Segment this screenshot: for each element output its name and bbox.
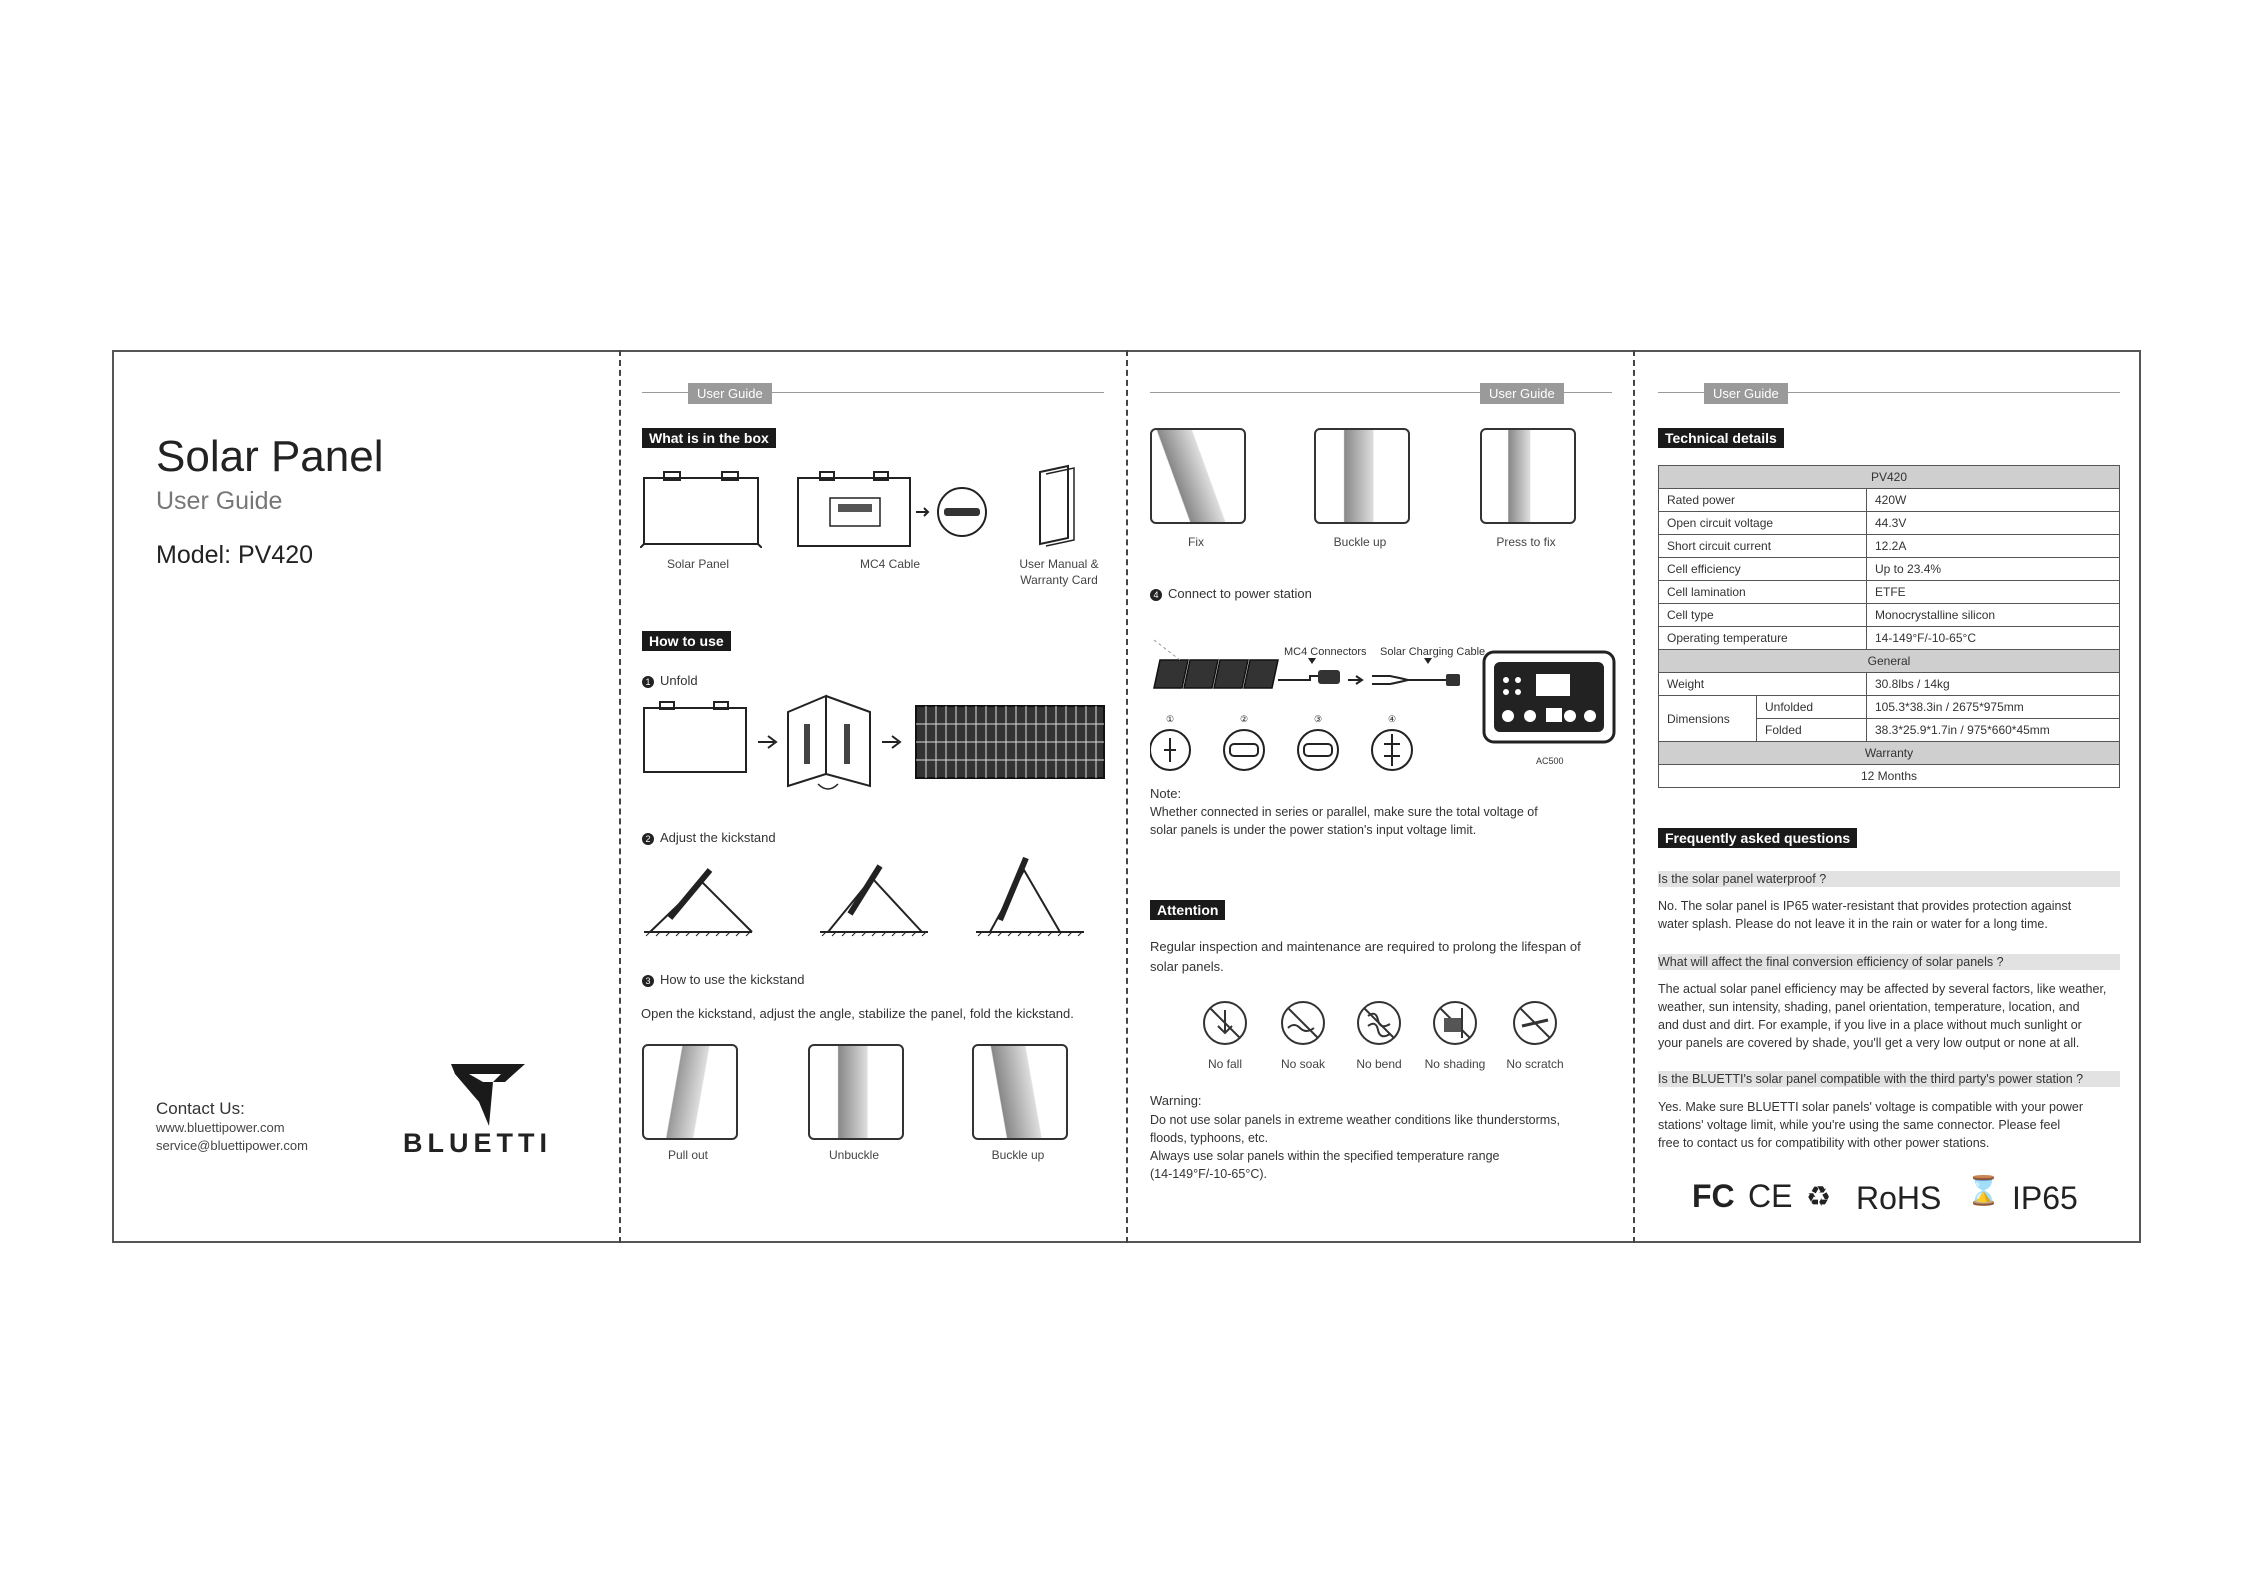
- table-row: Operating temperature 14-149°F/-10-65°C: [1659, 627, 2120, 650]
- svg-text:①: ①: [1165, 714, 1175, 724]
- cover-model: Model: PV420: [156, 541, 314, 569]
- pull-out-illustration: [642, 1044, 738, 1140]
- table-row: Dimensions Unfolded 105.3*38.3in / 2675*975mm: [1659, 696, 2120, 719]
- box-item-caption: MC4 Cable: [859, 557, 921, 571]
- faq-answer-line: stations' voltage limit, while you're using the same connector. Please feel: [1658, 1118, 2061, 1132]
- station-model-label: AC500: [1536, 756, 1564, 766]
- step-3-label: 3 How to use the kickstand: [642, 972, 805, 987]
- fold-line: [619, 350, 621, 1243]
- faq-answer-line: No. The solar panel is IP65 water-resistant that provides protection against: [1658, 899, 2072, 913]
- kickstand-angle-illustration: [640, 848, 1110, 938]
- rohs-mark: RoHS: [1856, 1180, 1942, 1216]
- fold-line: [1126, 350, 1128, 1243]
- warning-title: Warning:: [1150, 1093, 1202, 1108]
- fix-illustration: [1150, 428, 1246, 524]
- ce-mark: CE: [1748, 1178, 1793, 1214]
- cover-subtitle: User Guide: [156, 487, 283, 515]
- svg-text:②: ②: [1239, 714, 1249, 724]
- user-guide-badge: User Guide: [1480, 383, 1564, 404]
- no-shading-icon: [1432, 1000, 1478, 1046]
- note-title: Note:: [1150, 786, 1182, 801]
- weee-icon: ⌛: [1966, 1175, 2001, 1206]
- kickstand-caption: Buckle up: [991, 1148, 1045, 1162]
- section-how-to-use: How to use: [642, 631, 731, 651]
- no-fall-icon: [1202, 1000, 1248, 1046]
- box-item-caption: Solar Panel: [666, 557, 730, 571]
- spec-table: [1658, 465, 2120, 788]
- brand-wordmark: BLUETTI: [403, 1128, 552, 1158]
- prohibition-caption: No fall: [1207, 1057, 1242, 1071]
- step-1-label: 1 Unfold: [642, 673, 698, 688]
- svg-text:③: ③: [1313, 714, 1323, 724]
- table-row: 12 Months: [1659, 765, 2120, 788]
- prohibition-caption: No shading: [1424, 1057, 1486, 1071]
- fix-caption: Fix: [1188, 535, 1204, 549]
- charging-cable-label: Solar Charging Cable: [1380, 646, 1486, 658]
- unbuckle-illustration: [808, 1044, 904, 1140]
- attention-line: Regular inspection and maintenance are required to prolong the lifespan of: [1150, 939, 1581, 954]
- faq-answer-line: The actual solar panel efficiency may be affected by several factors, like weather,: [1658, 982, 2107, 996]
- box-item-caption: User Manual &: [1019, 557, 1099, 571]
- kickstand-caption: Unbuckle: [828, 1148, 880, 1162]
- kickstand-instruction: Open the kickstand, adjust the angle, stabilize the panel, fold the kickstand.: [641, 1006, 1074, 1021]
- faq-answer-line: and dust and dirt. For example, if you live in a place without much sunlight or: [1658, 1018, 2082, 1032]
- faq-question: Is the solar panel waterproof ?: [1658, 871, 2120, 887]
- faq-answer-line: weather, sun intensity, shading, panel orientation, temperature, location, and: [1658, 1000, 2080, 1014]
- section-box-contents: What is in the box: [642, 428, 776, 448]
- attention-line: solar panels.: [1150, 959, 1224, 974]
- spec-model-header: PV420: [1659, 466, 2120, 489]
- table-row: Cell lamination ETFE: [1659, 581, 2120, 604]
- buckle-up-illustration: [1314, 428, 1410, 524]
- table-row: Short circuit current 12.2A: [1659, 535, 2120, 558]
- cover-title: Solar Panel: [156, 432, 384, 481]
- prohibition-caption: No soak: [1280, 1057, 1326, 1071]
- buckle-up-illustration: [972, 1044, 1068, 1140]
- warning-line: Do not use solar panels in extreme weather conditions like thunderstorms,: [1150, 1113, 1560, 1127]
- no-bend-icon: [1356, 1000, 1402, 1046]
- manual-card-illustration: [1036, 464, 1080, 548]
- spec-warranty-header: Warranty: [1659, 742, 2120, 765]
- press-to-fix-illustration: [1480, 428, 1576, 524]
- box-item-caption: Warranty Card: [1020, 573, 1098, 587]
- prohibition-caption: No scratch: [1506, 1057, 1564, 1071]
- contact-email[interactable]: service@bluettipower.com: [156, 1138, 308, 1153]
- note-line: Whether connected in series or parallel, make sure the total voltage of: [1150, 805, 1538, 819]
- section-attention: Attention: [1150, 900, 1225, 920]
- warning-line: (14-149°F/-10-65°C).: [1150, 1167, 1267, 1181]
- table-row: Rated power 420W: [1659, 489, 2120, 512]
- no-soak-icon: [1280, 1000, 1326, 1046]
- unfold-illustration: [640, 694, 1110, 790]
- contact-title: Contact Us:: [156, 1099, 245, 1118]
- note-line: solar panels is under the power station's input voltage limit.: [1150, 823, 1477, 837]
- user-guide-badge: User Guide: [1704, 383, 1788, 404]
- section-technical-details: Technical details: [1658, 428, 1784, 448]
- step-4-label: 4 Connect to power station: [1150, 586, 1312, 601]
- fcc-mark: FC: [1692, 1178, 1735, 1214]
- faq-question: What will affect the final conversion efficiency of solar panels ?: [1658, 954, 2120, 970]
- bluetti-logo-icon: [449, 1062, 527, 1128]
- contact-website[interactable]: www.bluettipower.com: [156, 1120, 285, 1135]
- fix-caption: Press to fix: [1496, 535, 1556, 549]
- svg-text:④: ④: [1387, 714, 1397, 724]
- mc4-connectors-label: MC4 Connectors: [1284, 646, 1367, 658]
- prohibition-caption: No bend: [1356, 1057, 1402, 1071]
- table-row: Folded 38.3*25.9*1.7in / 975*660*45mm: [1659, 719, 2120, 742]
- warning-line: floods, typhoons, etc.: [1150, 1131, 1269, 1145]
- faq-answer-line: water splash. Please do not leave it in the rain or water for a long time.: [1658, 917, 2048, 931]
- table-row: Open circuit voltage 44.3V: [1659, 512, 2120, 535]
- solar-panel-illustration: [640, 468, 762, 548]
- table-row: Cell efficiency Up to 23.4%: [1659, 558, 2120, 581]
- no-scratch-icon: [1512, 1000, 1558, 1046]
- faq-answer-line: free to contact us for compatibility with other power stations.: [1658, 1136, 1990, 1150]
- faq-answer-line: your panels are covered by shade, you'll get a very low output or none at all.: [1658, 1036, 2080, 1050]
- user-guide-badge: User Guide: [688, 383, 772, 404]
- ip65-mark: IP65: [2012, 1180, 2078, 1216]
- section-faq: Frequently asked questions: [1658, 828, 1857, 848]
- fix-caption: Buckle up: [1333, 535, 1387, 549]
- faq-answer-line: Yes. Make sure BLUETTI solar panels' voltage is compatible with your power: [1658, 1100, 2084, 1114]
- table-row: Cell type Monocrystalline silicon: [1659, 604, 2120, 627]
- recycle-icon: ♻: [1806, 1181, 1832, 1212]
- warning-line: Always use solar panels within the specified temperature range: [1150, 1149, 1500, 1163]
- table-row: Weight 30.8lbs / 14kg: [1659, 673, 2120, 696]
- step-2-label: 2 Adjust the kickstand: [642, 830, 776, 845]
- kickstand-caption: Pull out: [667, 1148, 709, 1162]
- fold-line: [1633, 350, 1635, 1243]
- faq-question: Is the BLUETTI's solar panel compatible with the third party's power station ?: [1658, 1071, 2120, 1087]
- spec-general-header: General: [1659, 650, 2120, 673]
- mc4-cable-illustration: [794, 468, 990, 550]
